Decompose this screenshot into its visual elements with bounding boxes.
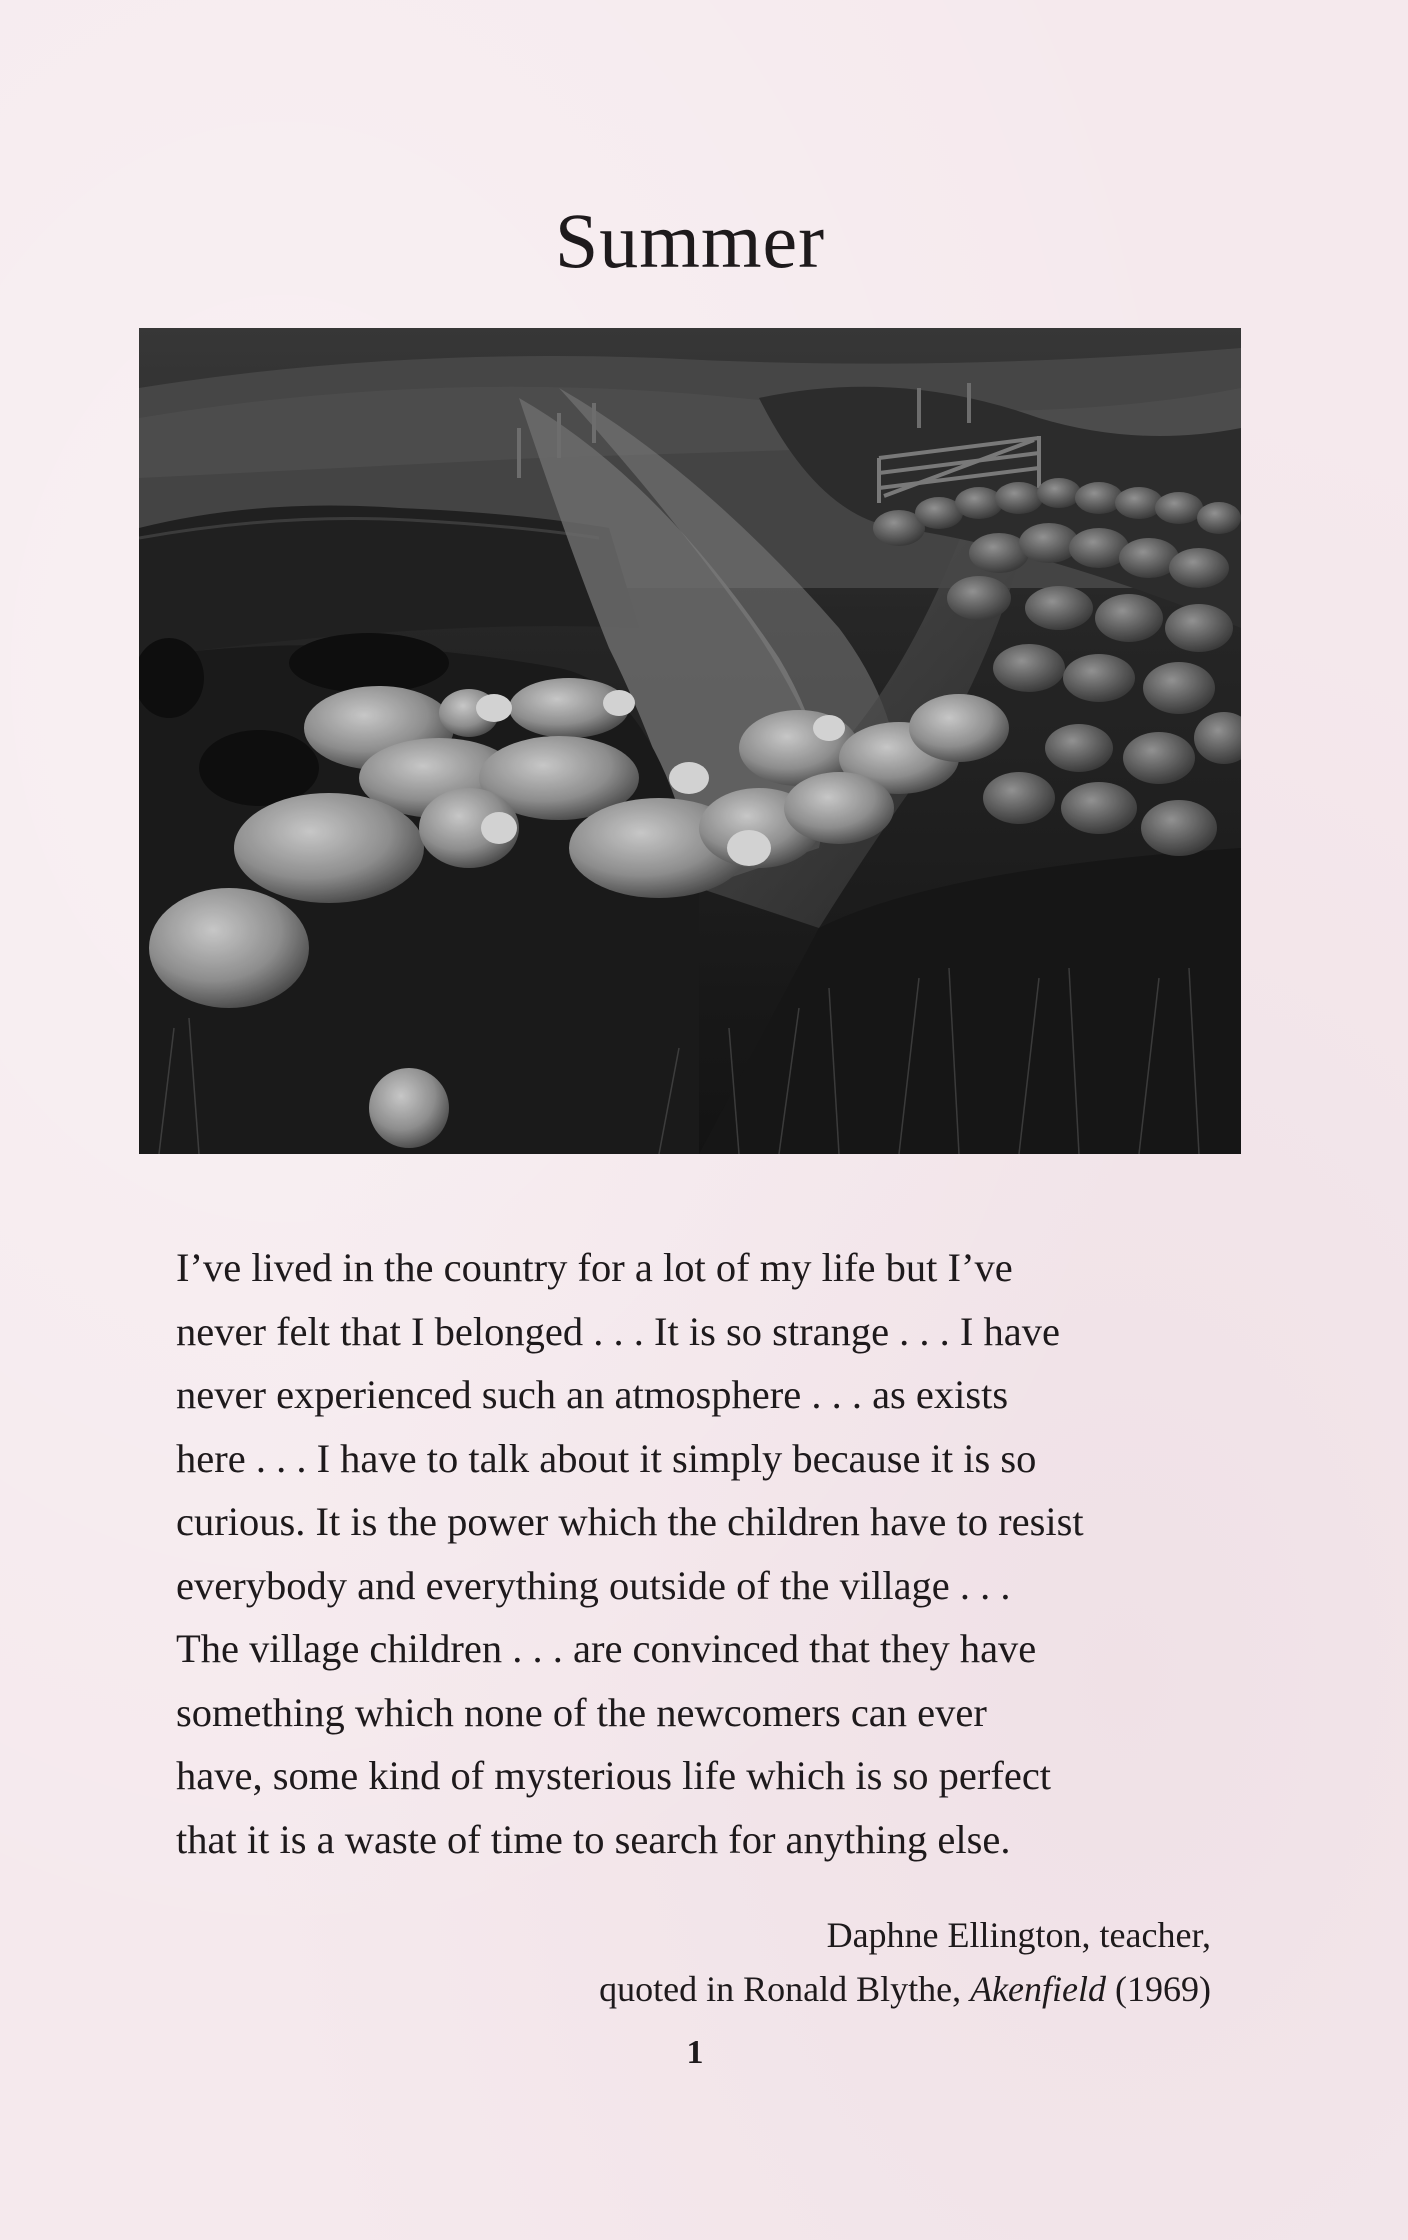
page-number: 1 (686, 2034, 704, 2071)
book-title: Akenfield (970, 1969, 1107, 2009)
quote-line: never felt that I belonged . . . It is so strange . . . I have (176, 1308, 1060, 1354)
attribution-source (599, 1962, 1211, 2016)
quote-line: that it is a waste of time to search for anything else. (176, 1816, 1011, 1862)
chapter-title: Summer (554, 197, 826, 284)
attribution-author: Daphne Ellington, teacher, (826, 1915, 1211, 1955)
photo-illustration (139, 328, 1241, 1154)
attribution-year: (1969) (1106, 1969, 1211, 2009)
quote-line: I’ve lived in the country for a lot of my life but I’ve (176, 1245, 1013, 1290)
quote-line: never experienced such an atmosphere . . . as exists (176, 1372, 1009, 1417)
quote-line: something which none of the newcomers can ever (176, 1689, 987, 1735)
quote-line: here . . . I have to talk about it simply because it is so (176, 1435, 1037, 1481)
quote-line: everybody and everything outside of the village . . . (176, 1562, 1011, 1608)
quote-line: curious. It is the power which the children have to resist (176, 1499, 1084, 1544)
quote-line: have, some kind of mysterious life which is so perfect (176, 1753, 1052, 1798)
quote-attribution (599, 1908, 1211, 2016)
quote-line: The village children . . . are convinced that they have (176, 1626, 1037, 1671)
epigraph-quote (176, 1236, 1256, 1871)
attribution-prefix: quoted in Ronald Blythe, (599, 1969, 971, 2009)
sheep-photograph (139, 328, 1241, 1154)
